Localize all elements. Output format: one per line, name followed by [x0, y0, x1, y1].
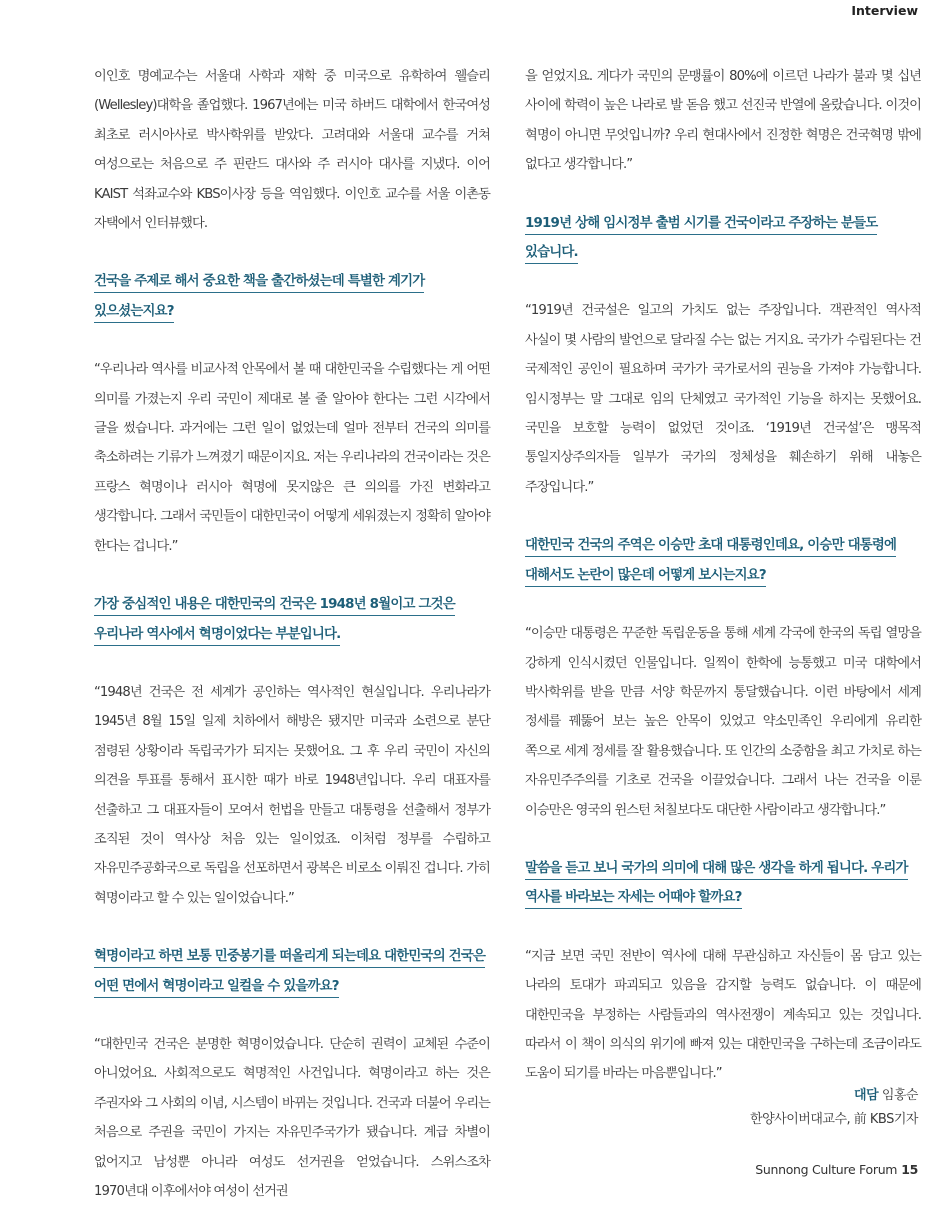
page-number: 15 [901, 1162, 918, 1177]
question-6-text: 말씀을 듣고 보니 국가의 의미에 대해 많은 생각을 하게 됩니다. 우리가 역사를 바라보는 자세는 어때야 할까요? [525, 861, 908, 909]
answer-2: “1948년 건국은 전 세계가 공인하는 역사적인 현실입니다. 우리나라가 1945년 8월 15일 일제 치하에서 해방은 됐지만 미국과 소련으로 분단 점령된 상황이라 독립국가가 되지는 못했어요. 그 후 우리 국민이 자신의 의견을 투표를 통해서 표시한 때가 바로 1948년입니다. 우리 대표자를 선출하고 그 대표자들이 모여서 헌법을 만들고 대통령을 선출해서 정부가 조직된 것이 역사상 처음 있는 일이었죠. 이처럼 정부를 수립하고 자유민주공화국으로 독립을 선포하면서 광복은 비로소 이뤄진 겁니다. 가히 혁명이라고 할 수 있는 일이었습니다.” [94, 684, 490, 906]
question-5-text: 대한민국 건국의 주역은 이승만 초대 대통령인데요, 이승만 대통령에 대해서도 논란이 많은데 어떻게 보시는지요? [525, 538, 896, 586]
question-3-text: 혁명이라고 하면 보통 민중봉기를 떠올리게 되는데요 대한민국의 건국은 어떤 면에서 혁명이라고 일컬을 수 있을까요? [94, 949, 485, 997]
left-column [94, 62, 490, 1206]
interviewer-line [750, 1084, 918, 1108]
answer-3-part-1: “대한민국 건국은 분명한 혁명이었습니다. 단순히 권력이 교체된 수준이 아니었어요. 사회적으로도 혁명적인 사건입니다. 혁명이라고 하는 것은 주권자와 그 사회의 이념, 시스템이 바뀌는 것입니다. 건국과 더불어 우리는 처음으로 주권을 국민이 가지는 자유민주국가가 됐습니다. 계급 차별이 없어지고 남성뿐 아니라 여성도 선거권을 얻었습니다. 스위스조차 1970년대 이후에서야 여성이 선거권 [94, 1036, 490, 1199]
question-4-text: 1919년 상해 임시정부 출범 시기를 건국이라고 주장하는 분들도 있습니다. [525, 216, 877, 264]
intro-paragraph: 이인호 명예교수는 서울대 사학과 재학 중 미국으로 유학하여 웰슬리(Wellesley)대학을 졸업했다. 1967년에는 미국 하버드 대학에서 한국여성 최초로 러시아사로 박사학위를 받았다. 고려대와 서울대 교수를 거쳐 여성으로는 처음으로 주 핀란드 대사와 주 러시아 대사를 지냈다. 이어 KAIST 석좌교수와 KBS이사장 등을 역임했다. 이인호 교수를 서울 이촌동 자택에서 인터뷰했다. [94, 69, 490, 232]
question-5 [525, 531, 921, 590]
answer-1: “우리나라 역사를 비교사적 안목에서 볼 때 대한민국을 수립했다는 게 어떤 의미를 가졌는지 우리 국민이 제대로 볼 줄 알아야 한다는 그런 시각에서 글을 썼습니다. 과거에는 그런 일이 없었는데 얼마 전부터 건국의 의미를 축소하려는 기류가 느껴졌기 때문이지요. 저는 우리나라의 건국이라는 것은 프랑스 혁명이나 러시아 혁명에 못지않은 큰 의의를 가진 변화라고 생각합니다. 그래서 국민들이 대한민국이 어떻게 세워졌는지 정확히 알아야 한다는 겁니다.” [94, 362, 490, 554]
question-2-text: 가장 중심적인 내용은 대한민국의 건국은 1948년 8월이고 그것은 우리나라 역사에서 혁명이었다는 부분입니다. [94, 597, 455, 645]
interviewer-credit [750, 1084, 918, 1132]
answer-3-part-2: 을 얻었지요. 게다가 국민의 문맹률이 80%에 이르던 나라가 불과 몇 십년 사이에 학력이 높은 나라로 발 돋음 했고 선진국 반열에 올랐습니다. 이것이 혁명이 아니면 무엇입니까? 우리 현대사에서 진정한 혁명은 건국혁명 밖에 없다고 생각합니다.” [525, 69, 921, 173]
interviewer-name: 임홍순 [881, 1088, 918, 1103]
answer-4: “1919년 건국설은 일고의 가치도 없는 주장입니다. 객관적인 역사적 사실이 몇 사람의 발언으로 달라질 수는 없는 거지요. 국가가 수립된다는 건 국제적인 공인이 필요하며 국가가 국가로서의 권능을 가져야 가능합니다. 임시정부는 말 그대로 임의 단체였고 국가적인 기능을 하지는 못했어요. 국민을 보호할 능력이 없었던 것이죠. ‘1919년 건국설’은 맹목적 통일지상주의자들 일부가 국가의 정체성을 훼손하기 위해 내놓은 주장입니다.” [525, 303, 921, 495]
answer-6: “지금 보면 국민 전반이 역사에 대해 무관심하고 자신들이 몸 담고 있는 나라의 토대가 파괴되고 있음을 감지할 능력도 없습니다. 이 때문에 대한민국을 부정하는 사람들과의 역사전쟁이 계속되고 있는 것입니다. 따라서 이 책이 의식의 위기에 빠져 있는 대한민국을 구하는데 조금이라도 도움이 되기를 바라는 마음뿐입니다.” [525, 948, 921, 1082]
page-footer [755, 1162, 918, 1177]
question-2 [94, 590, 490, 649]
question-3 [94, 942, 490, 1001]
right-column [525, 62, 921, 1089]
question-1 [94, 267, 490, 326]
credit-label: 대담 [854, 1088, 879, 1103]
section-label: Interview [851, 3, 918, 18]
answer-5: “이승만 대통령은 꾸준한 독립운동을 통해 세계 각국에 한국의 독립 열망을 강하게 인식시켰던 인물입니다. 일찍이 한학에 능통했고 미국 대학에서 박사학위를 받을 만큼 서양 학문까지 통달했습니다. 이런 바탕에서 세계 정세를 꿰뚫어 보는 높은 안목이 있었고 약소민족인 우리에게 유리한 쪽으로 세계 정세를 잘 활용했습니다. 또 인간의 소중함을 최고 가치로 하는 자유민주주의를 기초로 건국을 이끌었습니다. 그래서 나는 건국을 이룬 이승만은 영국의 윈스턴 처칠보다도 대단한 사람이라고 생각합니다.” [525, 626, 921, 818]
question-6 [525, 854, 921, 913]
question-1-text: 건국을 주제로 해서 중요한 책을 출간하셨는데 특별한 계기가 있으셨는지요? [94, 274, 424, 322]
publication-name: Sunnong Culture Forum [755, 1162, 898, 1177]
question-4 [525, 209, 921, 268]
interviewer-affiliation: 한양사이버대교수, 前 KBS기자 [750, 1112, 918, 1127]
